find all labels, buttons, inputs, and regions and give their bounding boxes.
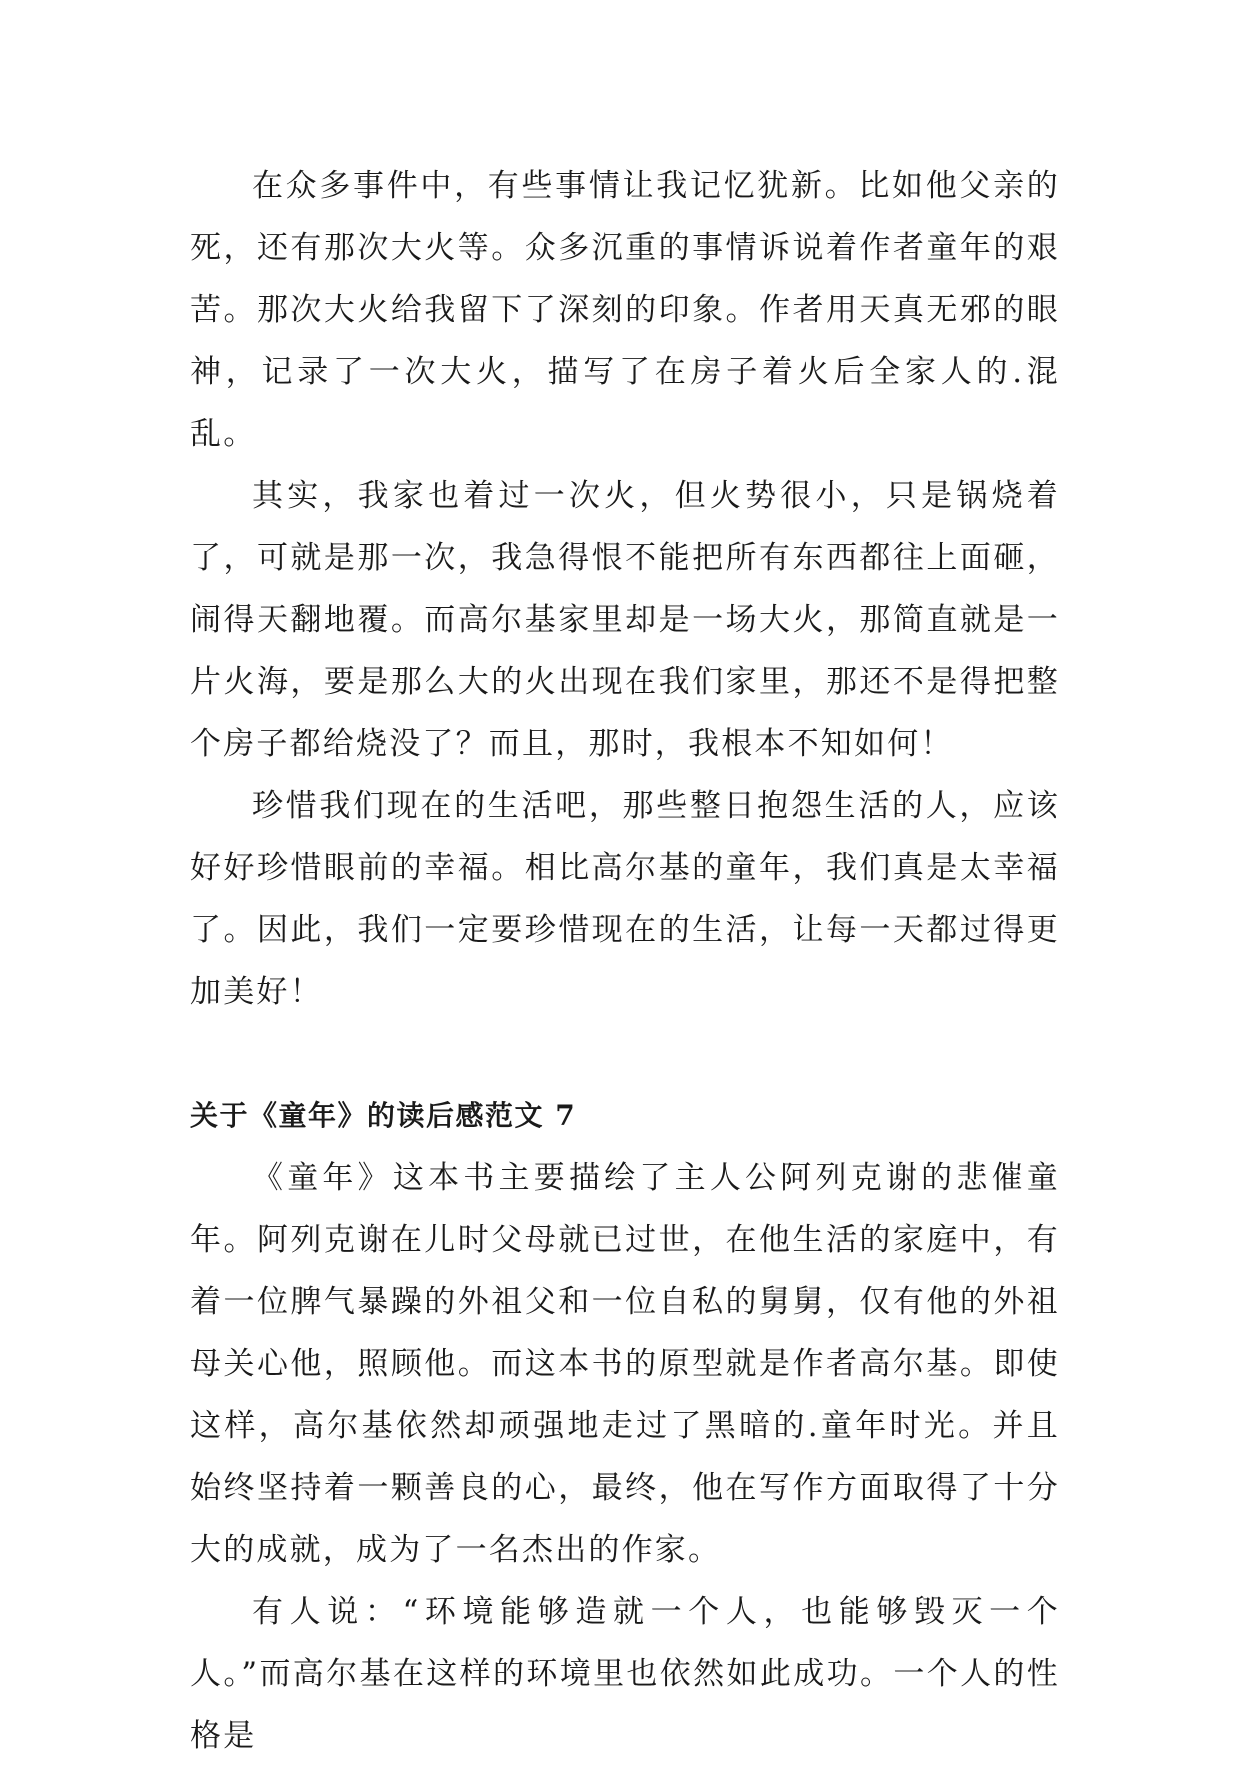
section-spacer: [190, 1023, 1060, 1085]
paragraph: 《童年》这本书主要描绘了主人公阿列克谢的悲催童年。阿列克谢在儿时父母就已过世，在他生活的家庭中，有着一位脾气暴躁的外祖父和一位自私的舅舅，仅有他的外祖母关心他，照顾他。而这本书的原型就是作者高尔基。即使这样，高尔基依然却顽强地走过了黑暗的.童年时光。并且始终坚持着一颗善良的心，最终，他在写作方面取得了十分大的成就，成为了一名杰出的作家。: [190, 1160, 1060, 1568]
section-heading: 关于《童年》的读后感范文 7: [190, 1099, 577, 1132]
paragraph: 珍惜我们现在的生活吧，那些整日抱怨生活的人，应该好好珍惜眼前的幸福。相比高尔基的童年，我们真是太幸福了。因此，我们一定要珍惜现在的生活，让每一天都过得更加美好！: [190, 788, 1060, 1010]
paragraph: 有人说：“环境能够造就一个人，也能够毁灭一个人。”而高尔基在这样的环境里也依然如此成功。一个人的性格是: [190, 1594, 1060, 1754]
paragraph: 其实，我家也着过一次火，但火势很小，只是锅烧着了，可就是那一次，我急得恨不能把所有东西都往上面砸，闹得天翻地覆。而高尔基家里却是一场大火，那简直就是一片火海，要是那么大的火出现在我们家里，那还不是得把整个房子都给烧没了？而且，那时，我根本不知如何！: [190, 478, 1060, 762]
document-body: [190, 155, 1060, 1767]
paragraph: 在众多事件中，有些事情让我记忆犹新。比如他父亲的死，还有那次大火等。众多沉重的事情诉说着作者童年的艰苦。那次大火给我留下了深刻的印象。作者用天真无邪的眼神，记录了一次大火，描写了在房子着火后全家人的.混乱。: [190, 168, 1060, 452]
